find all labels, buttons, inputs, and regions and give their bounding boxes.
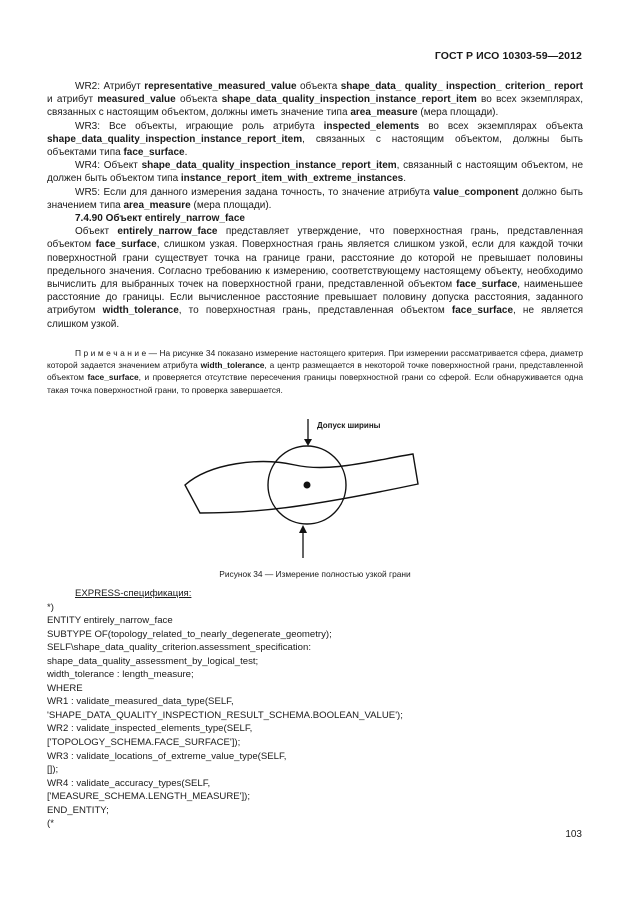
text-run: объекта: [175, 94, 222, 106]
code-lines: [47, 601, 587, 831]
text-run: WR4: Объект: [75, 160, 142, 172]
code-line: width_tolerance : length_measure;: [47, 669, 194, 681]
page-number: 103: [565, 829, 582, 840]
bottom-arrow: [299, 525, 307, 558]
code-line: (*: [47, 818, 54, 830]
code-line: WR3 : validate_locations_of_extreme_value_type(SELF,: [47, 750, 287, 762]
bold-term: face_surface: [95, 239, 157, 251]
code-line: END_ENTITY;: [47, 804, 109, 816]
text-run: WR3: Все объекты, играющие роль атрибута: [75, 120, 324, 132]
bold-term: measured_value: [97, 94, 176, 106]
bold-term: face_surface: [123, 147, 185, 159]
code-line: WR1 : validate_measured_data_type(SELF,: [47, 696, 234, 708]
note-block: [47, 347, 583, 396]
code-line: *): [47, 601, 54, 613]
text-run: (мера площади).: [417, 107, 499, 119]
text-run: Объект: [75, 226, 118, 238]
bold-term: shape_data_quality_inspection_instance_report_item: [47, 133, 303, 145]
code-line: ['TOPOLOGY_SCHEMA.FACE_SURFACE']);: [47, 737, 241, 749]
narrow-face-shape: [185, 454, 418, 513]
code-line: ENTITY entirely_narrow_face: [47, 615, 173, 627]
text-run: WR5: Если для данного измерения задана точность, то значение атрибута: [75, 186, 434, 198]
paragraph-description: [47, 225, 583, 331]
code-line: shape_data_quality_assessment_by_logical_test;: [47, 655, 259, 667]
text-run: , а центр размещается в некоторой точке поверхностной грани, представленной объектом: [47, 360, 583, 383]
text-run: объекта: [296, 81, 341, 92]
bold-term: face_surface: [456, 279, 518, 291]
code-line: WR2 : validate_inspected_elements_type(SELF,: [47, 723, 253, 735]
bold-term: face_surface: [87, 372, 139, 383]
document-header: ГОСТ Р ИСО 10303-59—2012: [434, 50, 582, 62]
text-run: .: [184, 147, 188, 159]
bold-term: inspected_elements: [323, 120, 420, 132]
top-arrow: [304, 419, 312, 446]
text-run: WR2: Атрибут: [75, 81, 145, 92]
text-run: (мера площади).: [190, 199, 272, 211]
bold-term: width_tolerance: [102, 305, 179, 317]
bold-term: entirely_narrow_face: [117, 226, 218, 238]
bold-term: width_tolerance: [200, 360, 265, 371]
bold-term: representative_measured_value: [144, 81, 297, 92]
text-run: во всех экземплярах объекта: [419, 120, 583, 132]
text-run: , и проверяется отсутствие пересечения границы поверхностной грани со сферой. Если обнаруживается одна такая точка поверхностной грани, то проверка завершается.: [47, 372, 583, 395]
text-run: во всех экземплярах, связанных с настоящим объектом, должны иметь значение типа: [47, 94, 583, 119]
center-point: [304, 482, 311, 489]
text-run: должно быть значением типа: [47, 186, 583, 211]
text-run: .: [403, 173, 407, 185]
code-line: WHERE: [47, 682, 83, 694]
width-tolerance-label: Допуск ширины: [317, 421, 381, 430]
text-run: , связанный с настоящим объектом, не должен быть объектом типа: [47, 160, 584, 185]
paragraph-wr5: [47, 186, 583, 212]
bold-term: shape_data_ quality_ inspection_ criterion_ report: [340, 81, 583, 92]
code-line: []);: [47, 764, 59, 776]
code-line: WR4 : validate_accuracy_types(SELF,: [47, 777, 211, 789]
text-run: , не является слишком узкой.: [47, 305, 584, 330]
note-text: [47, 347, 583, 396]
paragraph-wr3: [47, 120, 583, 160]
bold-term: shape_data_quality_inspection_instance_report_item: [221, 94, 477, 106]
paragraph-wr4: [47, 159, 583, 185]
main-text: [47, 80, 583, 331]
bold-term: area_measure: [123, 199, 191, 211]
paragraph-wr2: [47, 80, 583, 120]
code-line: SUBTYPE OF(topology_related_to_nearly_degenerate_geometry);: [47, 628, 332, 640]
section-heading: [47, 212, 583, 225]
text-run: , то поверхностная грань, представленная объектом: [178, 305, 452, 317]
text-run: П р и м е ч а н и е — На рисунке 34 показано измерение настоящего критерия. При измерении рассматривается сфера, диаметр которой задается значением атрибута: [47, 348, 583, 371]
text-run: , наименьшее расстояние до границы. Если вычисленное расстояние превышает половину допуска расстояния, заданного атрибутом: [47, 279, 583, 317]
text-run: представляет утверждение, что поверхностная грань, представленная объектом: [47, 226, 583, 251]
bold-term: shape_data_quality_inspection_instance_report_item: [141, 160, 397, 172]
bold-term: area_measure: [350, 107, 418, 119]
bold-term: instance_report_item_with_extreme_instances: [180, 173, 404, 185]
text-run: , связанных с настоящим объектом, должны быть объектами типа: [47, 133, 583, 159]
bold-term: face_surface: [451, 305, 514, 317]
text-run: , слишком узкая. Поверхностная грань является слишком узкой, если для каждой точки поверхностной грани существует точка на границе грани, расстояние до которой не превышает половины предельного значения. Согласно требованию к измерению, соответствующему настоящему объекту, необходимо вычислить для выбранных точек на поверхностной грани, представленной объектом: [47, 239, 583, 291]
bold-term: 7.4.90 Объект entirely_narrow_face: [75, 213, 245, 225]
text-run: и атрибут: [47, 94, 98, 106]
code-line: ['MEASURE_SCHEMA.LENGTH_MEASURE']);: [47, 791, 251, 803]
express-spec-title: EXPRESS-спецификация:: [75, 588, 192, 599]
bold-term: value_component: [433, 186, 519, 198]
code-line: 'SHAPE_DATA_QUALITY_INSPECTION_RESULT_SCHEMA.BOOLEAN_VALUE');: [47, 709, 403, 721]
figure-caption: Рисунок 34 — Измерение полностью узкой грани: [219, 569, 411, 579]
code-line: SELF\shape_data_quality_criterion.assessment_specification:: [47, 642, 311, 654]
express-code-block: [47, 587, 587, 831]
figure-34-diagram: [180, 415, 420, 565]
